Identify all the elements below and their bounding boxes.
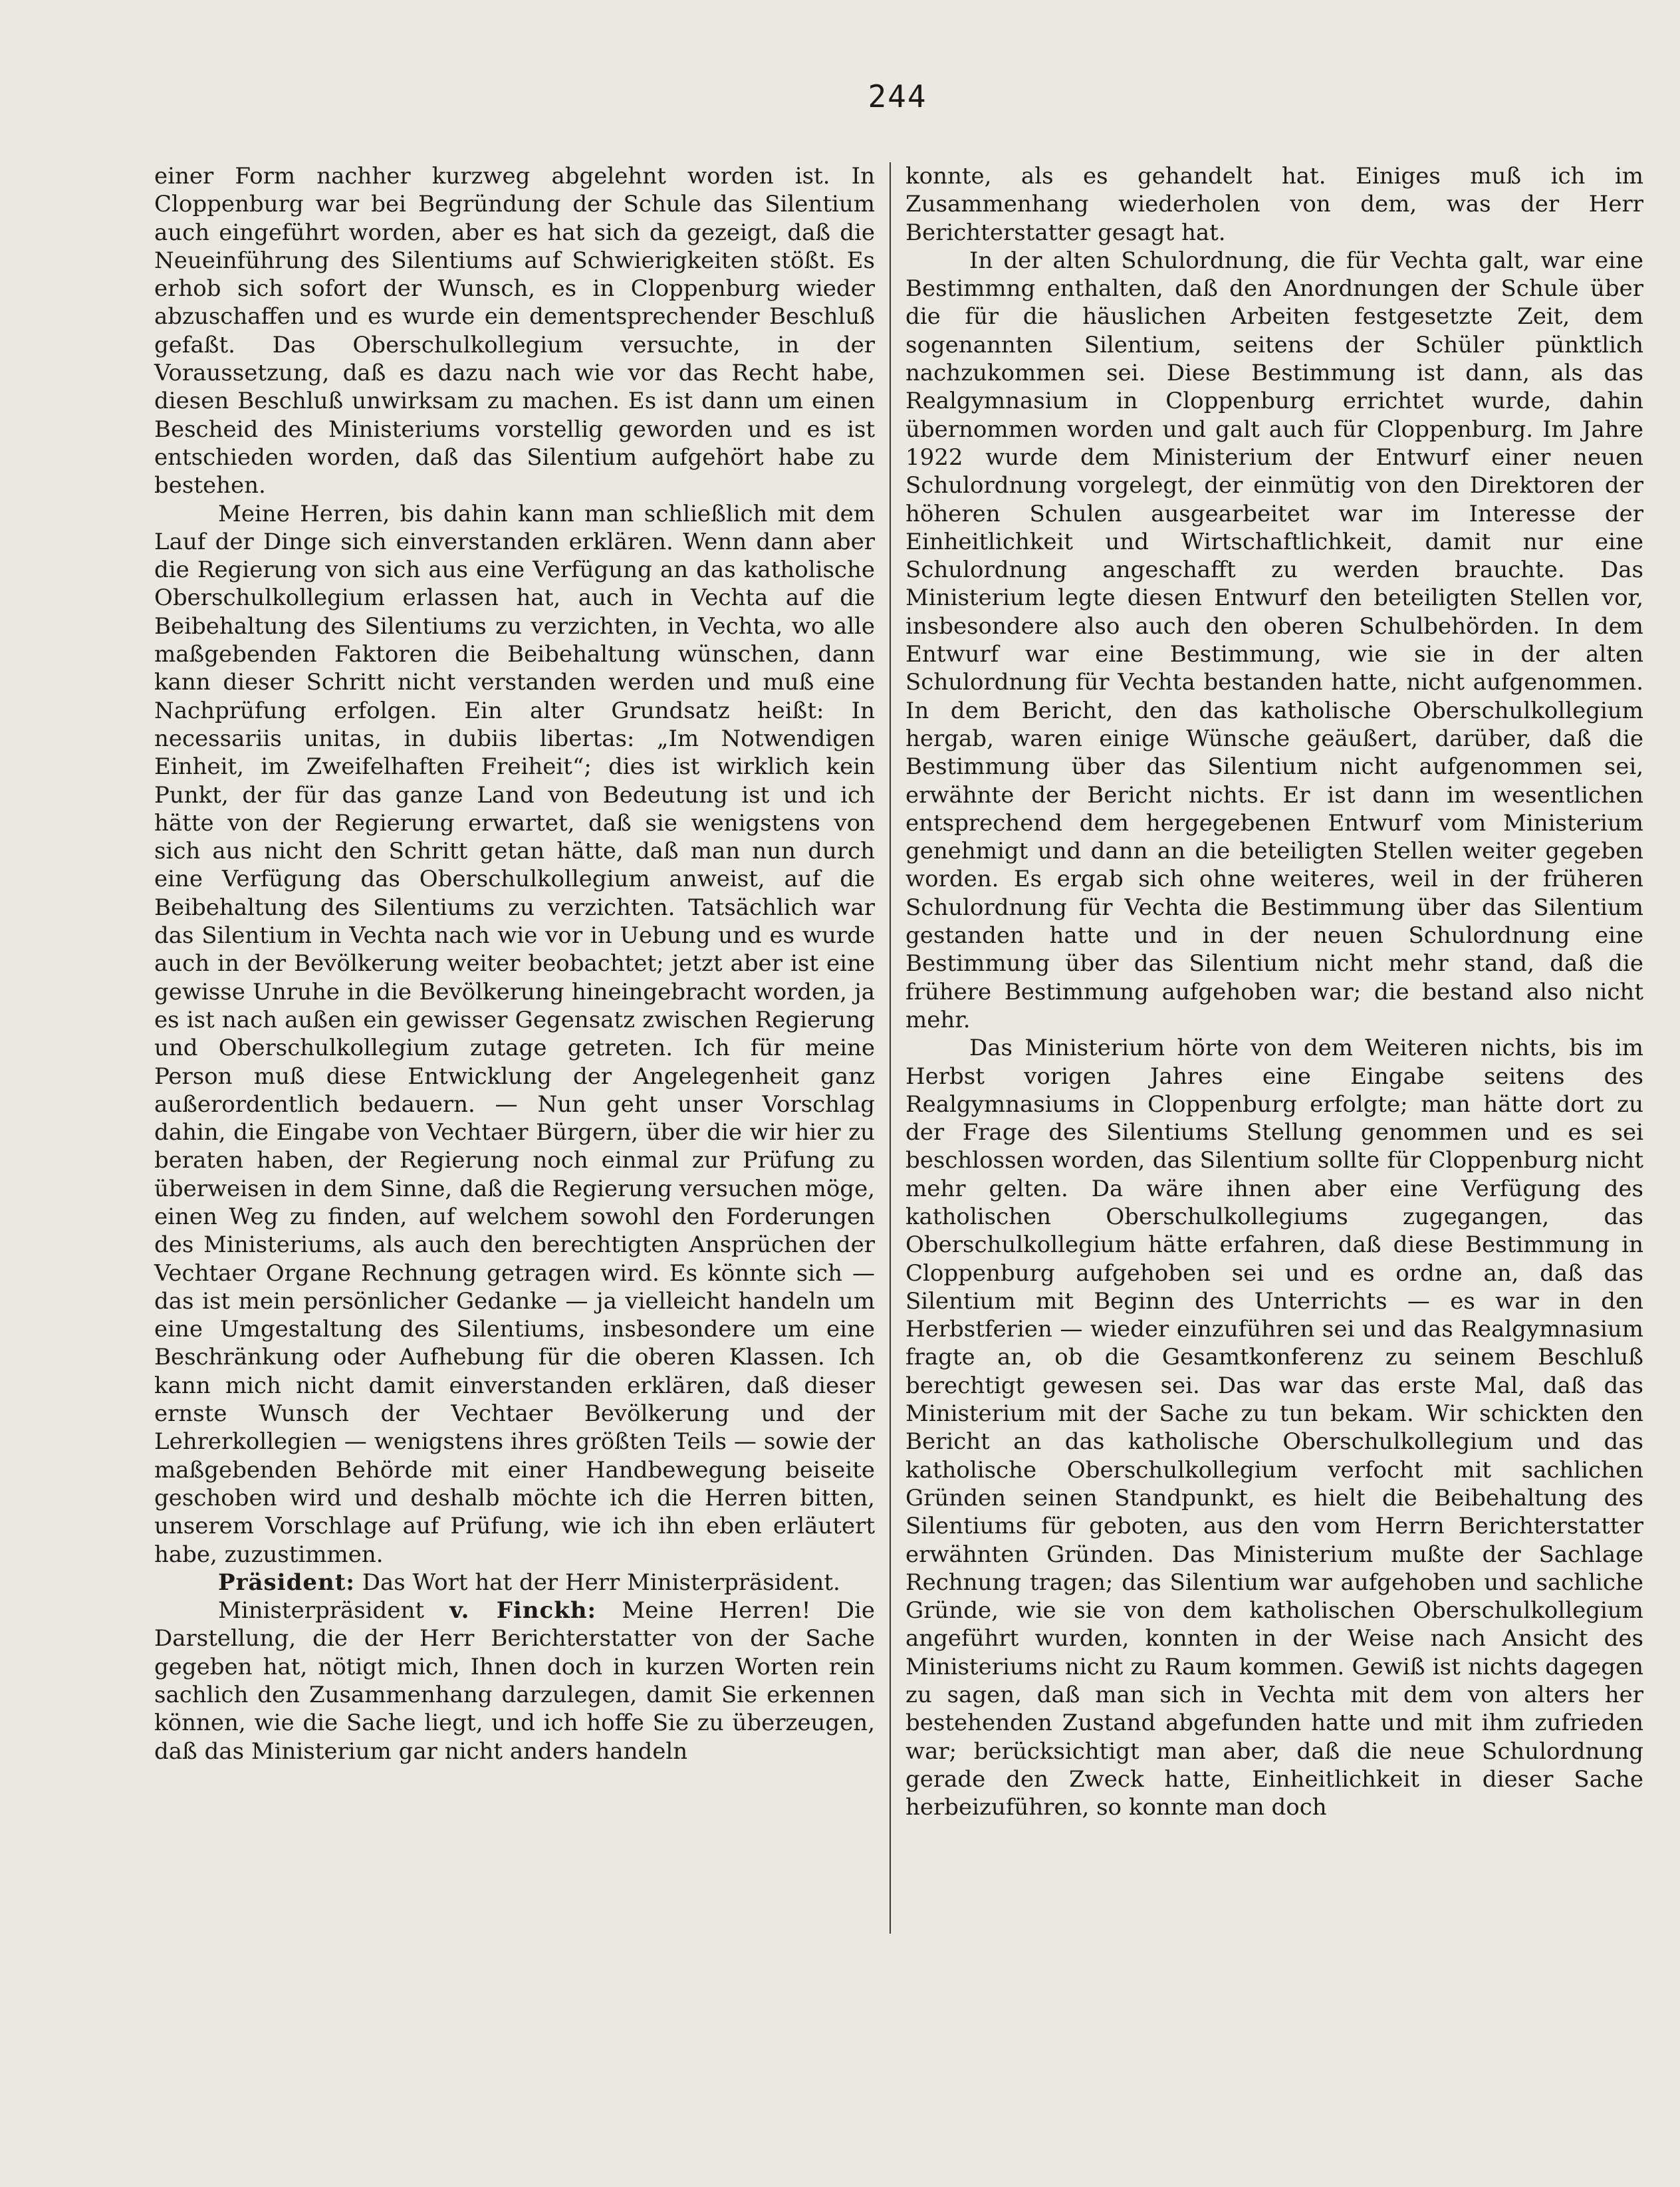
- president-statement: [154, 1569, 875, 1597]
- left-column: [154, 162, 875, 1765]
- page-number: 244: [868, 78, 927, 114]
- paragraph: einer Form nachher kurzweg abgelehnt worden ist. In Cloppenburg war bei Begründung der Schule das Silentium auch eingeführt worden, aber es hat sich da gezeigt, daß die Neueinführung des Silentiums auf Schwierigkeiten stößt. Es erhob sich sofort der Wunsch, es in Cloppenburg wieder abzuschaffen und es wurde ein dementsprechender Beschluß gefaßt. Das Oberschulkollegium versuchte, in der Voraussetzung, daß es dazu nach wie vor das Recht habe, diesen Beschluß unwirksam zu machen. Es ist dann um einen Bescheid des Ministeriums vorstellig geworden und es ist entschieden worden, daß das Silentium aufgehört habe zu bestehen.: [154, 163, 875, 499]
- paragraph: In der alten Schulordnung, die für Vechta galt, war eine Bestimmng enthalten, daß den Anordnungen der Schule über die für die häuslichen Arbeiten festgesetzte Zeit, dem sogenannten Silentium, seitens der Schüler pünktlich nachzukommen sei. Diese Bestimmung ist dann, als das Realgymnasium in Cloppenburg errichtet wurde, dahin übernommen worden und galt auch für Cloppenburg. Im Jahre 1922 wurde dem Ministerium der Entwurf einer neuen Schulordnung vorgelegt, der einmütig von den Direktoren der höheren Schulen ausgearbeitet war im Interesse der Einheitlichkeit und Wirtschaftlichkeit, damit nur eine Schulordnung angeschafft zu werden brauchte. Das Ministerium legte diesen Entwurf den beteiligten Stellen vor, insbesondere also auch den oberen Schulbehörden. In dem Entwurf war eine Bestimmung, wie sie in der alten Schulordnung für Vechta bestanden hatte, nicht aufgenommen. In dem Bericht, den das katholische Oberschulkollegium hergab, waren einige Wünsche geäußert, darüber, daß die Bestimmung über das Silentium nicht aufgenommen sei, erwähnte der Bericht nichts. Er ist dann im wesentlichen entsprechend dem hergegebenen Entwurf vom Ministerium genehmigt und dann an die beteiligten Stellen weiter gegeben worden. Es ergab sich ohne weiteres, weil in der früheren Schulordnung für Vechta die Bestimmung über das Silentium gestanden hatte und in der neuen Schulordnung eine Bestimmung über das Silentium nicht mehr stand, daß die frühere Bestimmung aufgehoben war; die bestand also nicht mehr.: [905, 247, 1643, 1033]
- paragraph: konnte, als es gehandelt hat. Einiges muß ich im Zusammenhang wiederholen von dem, was der Herr Berichterstatter gesagt hat.: [905, 163, 1643, 246]
- paragraph: Das Ministerium hörte von dem Weiteren nichts, bis im Herbst vorigen Jahres eine Eingabe seitens des Realgymnasiums in Cloppenburg erfolgte; man hätte dort zu der Frage des Silentiums Stellung genommen und es sei beschlossen worden, das Silentium sollte für Cloppenburg nicht mehr gelten. Da wäre ihnen aber eine Verfügung des katholischen Oberschulkollegiums zugegangen, das Oberschulkollegium hätte erfahren, daß diese Bestimmung in Cloppenburg aufgehoben sei und es ordne an, daß das Silentium mit Beginn des Unterrichts — es war in den Herbstferien — wieder einzuführen sei und das Realgymnasium fragte an, ob die Gesamtkonferenz zu seinem Beschluß berechtigt gewesen sei. Das war das erste Mal, daß das Ministerium mit der Sache zu tun bekam. Wir schickten den Bericht an das katholische Oberschulkollegium und das katholische Oberschulkollegium verfocht mit sachlichen Gründen seinen Standpunkt, es hielt die Beibehaltung des Silentiums für geboten, aus den vom Herrn Berichterstatter erwähnten Gründen. Das Ministerium mußte der Sachlage Rechnung tragen; das Silentium war aufgehoben und sachliche Gründe, wie sie von dem katholischen Oberschulkollegium angeführt wurden, konnten in der Weise nach Ansicht des Ministeriums nicht zu Raum kommen. Gewiß ist nichts dagegen zu sagen, daß man sich in Vechta mit dem von alters her bestehenden Zustand abgefunden hatte und mit ihm zufrieden war; berücksichtigt man aber, daß die neue Schulordnung gerade den Zweck hatte, Einheitlichkeit in dieser Sache herbeizuführen, so konnte man doch: [905, 1035, 1643, 1821]
- speaker-name: Präsident:: [218, 1569, 355, 1596]
- speaker-name: v. Finckh:: [449, 1597, 597, 1624]
- minister-statement: [154, 1597, 875, 1765]
- right-column: [905, 162, 1643, 1822]
- speaker-title: Ministerpräsident: [218, 1597, 450, 1624]
- statement-text: Meine Herren! Die Darstellung, die der Herr Berichterstatter von der Sache gegeben hat, nötigt mich, Ihnen doch in kurzen Worten rein sachlich den Zusammenhang darzulegen, damit Sie erkennen können, wie die Sache liegt, und ich hoffe Sie zu überzeugen, daß das Ministerium gar nicht anders handeln: [154, 1597, 875, 1765]
- column-divider: [890, 162, 891, 1934]
- statement-text: Das Wort hat der Herr Ministerpräsident.: [354, 1569, 840, 1596]
- paragraph: Meine Herren, bis dahin kann man schließlich mit dem Lauf der Dinge sich einverstanden erklären. Wenn dann aber die Regierung von sich aus eine Verfügung an das katholische Oberschulkollegium erlassen hat, auch in Vechta auf die Beibehaltung des Silentiums zu verzichten, in Vechta, wo alle maßgebenden Faktoren die Beibehaltung wünschen, dann kann dieser Schritt nicht verstanden werden und muß eine Nachprüfung erfolgen. Ein alter Grundsatz heißt: In necessariis unitas, in dubiis libertas: „Im Notwendigen Einheit, im Zweifelhaften Freiheit“; dies ist wirklich kein Punkt, der für das ganze Land von Bedeutung ist und ich hätte von der Regierung erwartet, daß sie wenigstens von sich aus nicht den Schritt getan hätte, daß man nun durch eine Verfügung das Oberschulkollegium anweist, auf die Beibehaltung des Silentiums zu verzichten. Tatsächlich war das Silentium in Vechta nach wie vor in Uebung und es wurde auch in der Bevölkerung weiter beobachtet; jetzt aber ist eine gewisse Unruhe in die Bevölkerung hineingebracht worden, ja es ist nach außen ein gewisser Gegensatz zwischen Regierung und Oberschulkollegium zutage getreten. Ich für meine Person muß diese Entwicklung der Angelegenheit ganz außerordentlich bedauern. — Nun geht unser Vorschlag dahin, die Eingabe von Vechtaer Bürgern, über die wir hier zu beraten haben, der Regierung noch einmal zur Prüfung zu überweisen in dem Sinne, daß die Regierung versuchen möge, einen Weg zu finden, auf welchem sowohl den Forderungen des Ministeriums, als auch den berechtigten Ansprüchen der Vechtaer Organe Rechnung getragen wird. Es könnte sich — das ist mein persönlicher Gedanke — ja vielleicht handeln um eine Umgestaltung des Silentiums, insbesondere um eine Beschränkung oder Aufhebung für die oberen Klassen. Ich kann mich nicht damit einverstanden erklären, daß dieser ernste Wunsch der Vechtaer Bevölkerung und der Lehrerkollegien — wenigstens ihres größten Teils — sowie der maßgebenden Behörde mit einer Handbewegung beiseite geschoben wird und deshalb möchte ich die Herren bitten, unserem Vorschlage auf Prüfung, wie ich ihn eben erläutert habe, zuzustimmen.: [154, 500, 875, 1568]
